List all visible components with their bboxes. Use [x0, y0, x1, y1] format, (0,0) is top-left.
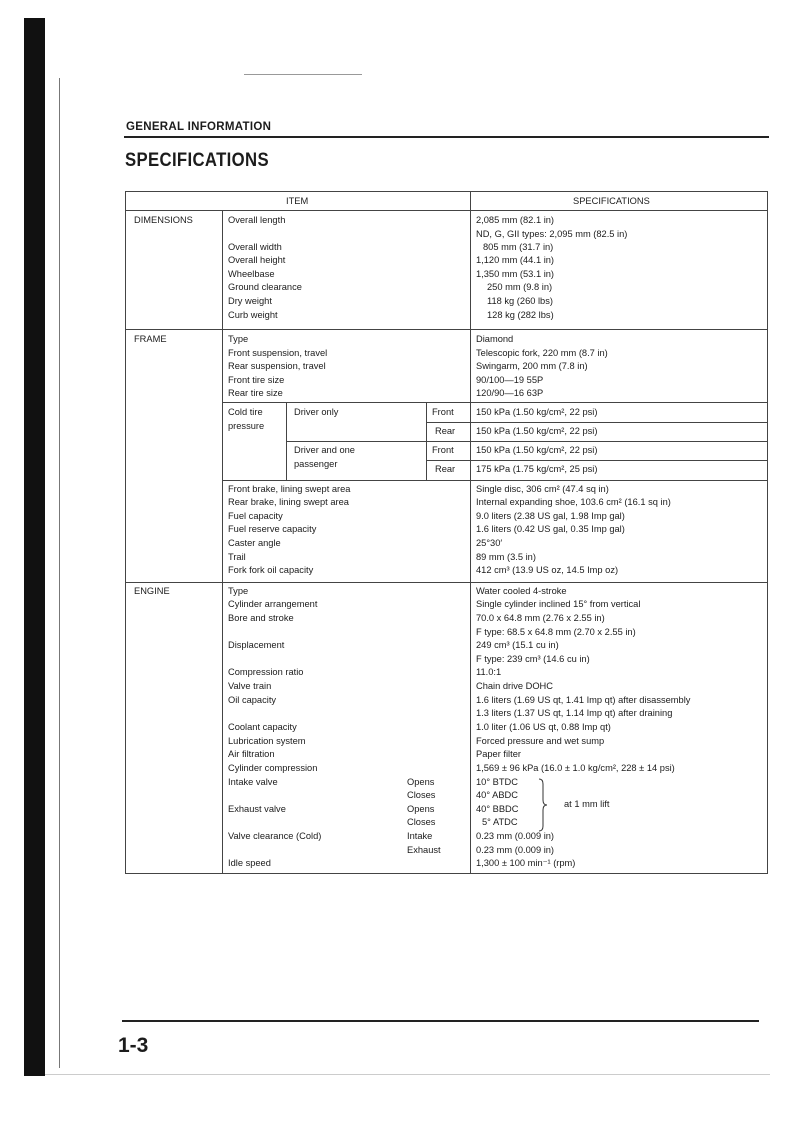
spec-rear-brake: Internal expanding shoe, 103.6 cm² (16.1 sq in)	[476, 497, 671, 507]
sub-exhaust-closes: Closes	[407, 817, 436, 827]
section-label: GENERAL INFORMATION	[126, 121, 272, 133]
scan-edge-shadow	[24, 18, 45, 1076]
group-engine: ENGINE	[134, 586, 170, 596]
item-displacement: Displacement	[228, 640, 285, 650]
spec-oil-draining: 1.3 liters (1.37 US qt, 1.14 Imp qt) after draining	[476, 708, 673, 718]
sub-intake-closes: Closes	[407, 790, 436, 800]
sub-intake-opens: Opens	[407, 777, 435, 787]
top-mark	[244, 74, 362, 75]
tire-value-dual-rear: 175 kPa (1.75 kg/cm², 25 psi)	[476, 464, 598, 474]
page-margin-rule	[59, 78, 60, 1068]
spec-bore-stroke: 70.0 x 64.8 mm (2.76 x 2.55 in)	[476, 613, 605, 623]
item-coolant-capacity: Coolant capacity	[228, 722, 297, 732]
header-rule	[124, 136, 769, 138]
spec-coolant-capacity: 1.0 liter (1.06 US qt, 0.88 Imp qt)	[476, 722, 611, 732]
item-fuel-reserve: Fuel reserve capacity	[228, 524, 317, 534]
header-specifications: SPECIFICATIONS	[573, 196, 650, 206]
item-front-tire-size: Front tire size	[228, 375, 285, 385]
item-compression-ratio: Compression ratio	[228, 667, 304, 677]
item-overall-length: Overall length	[228, 215, 286, 225]
spec-front-suspension: Telescopic fork, 220 mm (8.7 in)	[476, 348, 608, 358]
item-overall-width: Overall width	[228, 242, 282, 252]
spec-trail: 89 mm (3.5 in)	[476, 552, 536, 562]
item-valve-train: Valve train	[228, 681, 272, 691]
spec-dry-weight: 118 kg (260 lbs)	[487, 296, 553, 306]
tire-label-pressure: pressure	[228, 421, 265, 431]
tire-row-line-1	[426, 422, 767, 423]
spec-wheelbase: 1,350 mm (53.1 in)	[476, 269, 555, 279]
row-divider-frame	[126, 329, 767, 330]
spec-ground-clearance: 250 mm (9.8 in)	[487, 282, 553, 292]
spec-clearance-exhaust: 0.23 mm (0.009 in)	[476, 845, 555, 855]
spec-air-filtration: Paper filter	[476, 749, 521, 759]
tire-driver-only: Driver only	[294, 407, 339, 417]
spec-displacement: 249 cm³ (15.1 cu in)	[476, 640, 559, 650]
tire-front-1: Front	[432, 407, 454, 417]
item-rear-tire-size: Rear tire size	[228, 388, 283, 398]
item-dry-weight: Dry weight	[228, 296, 272, 306]
tire-row-line-3	[426, 460, 767, 461]
page-bottom-edge	[45, 1074, 770, 1075]
spec-intake-closes: 40° ABDC	[476, 790, 518, 800]
item-front-suspension: Front suspension, travel	[228, 348, 328, 358]
tire-col-rider	[286, 402, 287, 480]
spec-rear-suspension: Swingarm, 200 mm (7.8 in)	[476, 361, 588, 371]
spec-front-brake: Single disc, 306 cm² (47.4 sq in)	[476, 484, 609, 494]
header-item: ITEM	[286, 196, 309, 206]
spec-oil-disassembly: 1.6 liters (1.69 US qt, 1.41 Imp qt) after disassembly	[476, 695, 691, 705]
item-exhaust-valve: Exhaust valve	[228, 804, 286, 814]
tire-driver-and-one: Driver and one	[294, 445, 355, 455]
item-idle-speed: Idle speed	[228, 858, 271, 868]
tire-value-solo-front: 150 kPa (1.50 kg/cm², 22 psi)	[476, 407, 598, 417]
item-lubrication: Lubrication system	[228, 736, 306, 746]
spec-overall-height: 1,120 mm (44.1 in)	[476, 255, 555, 265]
item-engine-type: Type	[228, 586, 249, 596]
valve-lift-note: at 1 mm lift	[564, 799, 610, 809]
row-divider-engine	[126, 582, 767, 583]
tire-passenger: passenger	[294, 459, 338, 469]
item-wheelbase: Wheelbase	[228, 269, 275, 279]
tire-col-position	[426, 402, 427, 480]
sub-clearance-intake: Intake	[407, 831, 433, 841]
tire-front-2: Front	[432, 445, 454, 455]
item-bore-stroke: Bore and stroke	[228, 613, 294, 623]
page-title: SPECIFICATIONS	[125, 150, 269, 171]
spec-displacement-f: F type: 239 cm³ (14.6 cu in)	[476, 654, 590, 664]
spec-intake-opens: 10° BTDC	[476, 777, 518, 787]
item-fork-oil: Fork fork oil capacity	[228, 565, 314, 575]
spec-curb-weight: 128 kg (282 lbs)	[487, 310, 554, 320]
group-frame: FRAME	[134, 334, 167, 344]
item-cylinder-arrangement: Cylinder arrangement	[228, 599, 318, 609]
item-intake-valve: Intake valve	[228, 777, 278, 787]
item-ground-clearance: Ground clearance	[228, 282, 302, 292]
spec-frame-type: Diamond	[476, 334, 514, 344]
item-oil-capacity: Oil capacity	[228, 695, 277, 705]
spec-exhaust-opens: 40° BBDC	[476, 804, 519, 814]
page-number: 1-3	[118, 1034, 149, 1057]
tire-block-top	[222, 402, 767, 403]
spec-fuel-reserve: 1.6 liters (0.42 US gal, 0.35 Imp gal)	[476, 524, 625, 534]
spec-lubrication: Forced pressure and wet sump	[476, 736, 605, 746]
sub-exhaust-opens: Opens	[407, 804, 435, 814]
spec-overall-width: 805 mm (31.7 in)	[483, 242, 554, 252]
item-caster-angle: Caster angle	[228, 538, 281, 548]
spec-caster-angle: 25°30′	[476, 538, 503, 548]
tire-rear-1: Rear	[435, 426, 456, 436]
item-rear-brake: Rear brake, lining swept area	[228, 497, 349, 507]
sub-clearance-exhaust: Exhaust	[407, 845, 441, 855]
item-cylinder-compression: Cylinder compression	[228, 763, 318, 773]
item-overall-height: Overall height	[228, 255, 286, 265]
spec-rear-tire-size: 120/90—16 63P	[476, 388, 544, 398]
valve-timing-brace	[538, 778, 548, 832]
spec-bore-stroke-f: F type: 68.5 x 64.8 mm (2.70 x 2.55 in)	[476, 627, 636, 637]
item-trail: Trail	[228, 552, 246, 562]
spec-overall-length-nd: ND, G, GII types: 2,095 mm (82.5 in)	[476, 229, 628, 239]
spec-cylinder-compression: 1,569 ± 96 kPa (16.0 ± 1.0 kg/cm², 228 ± 14 psi)	[476, 763, 675, 773]
item-fuel-capacity: Fuel capacity	[228, 511, 283, 521]
group-dimensions: DIMENSIONS	[134, 215, 193, 225]
tire-label-cold: Cold tire	[228, 407, 263, 417]
spec-overall-length: 2,085 mm (82.1 in)	[476, 215, 555, 225]
spec-clearance-intake: 0.23 mm (0.009 in)	[476, 831, 555, 841]
spec-exhaust-closes: 5° ATDC	[482, 817, 518, 827]
item-rear-suspension: Rear suspension, travel	[228, 361, 326, 371]
item-valve-clearance: Valve clearance (Cold)	[228, 831, 322, 841]
tire-value-solo-rear: 150 kPa (1.50 kg/cm², 22 psi)	[476, 426, 598, 436]
item-curb-weight: Curb weight	[228, 310, 278, 320]
tire-rear-2: Rear	[435, 464, 456, 474]
spec-fork-oil: 412 cm³ (13.9 US oz, 14.5 Imp oz)	[476, 565, 619, 575]
spec-cylinder-arrangement: Single cylinder inclined 15° from vertical	[476, 599, 641, 609]
tire-block-bottom	[222, 480, 767, 481]
item-front-brake: Front brake, lining swept area	[228, 484, 351, 494]
spec-compression-ratio: 11.0:1	[476, 667, 502, 677]
tire-value-dual-front: 150 kPa (1.50 kg/cm², 22 psi)	[476, 445, 598, 455]
spec-valve-train: Chain drive DOHC	[476, 681, 553, 691]
column-divider-spec	[470, 192, 471, 874]
specifications-table	[125, 191, 768, 874]
column-divider-group	[222, 210, 223, 874]
spec-idle-speed: 1,300 ± 100 min⁻¹ (rpm)	[476, 858, 576, 868]
item-air-filtration: Air filtration	[228, 749, 275, 759]
tire-row-line-2	[286, 441, 767, 442]
spec-front-tire-size: 90/100—19 55P	[476, 375, 544, 385]
spec-engine-type: Water cooled 4-stroke	[476, 586, 567, 596]
item-frame-type: Type	[228, 334, 249, 344]
footer-rule	[122, 1020, 759, 1022]
spec-fuel-capacity: 9.0 liters (2.38 US gal, 1.98 Imp gal)	[476, 511, 625, 521]
